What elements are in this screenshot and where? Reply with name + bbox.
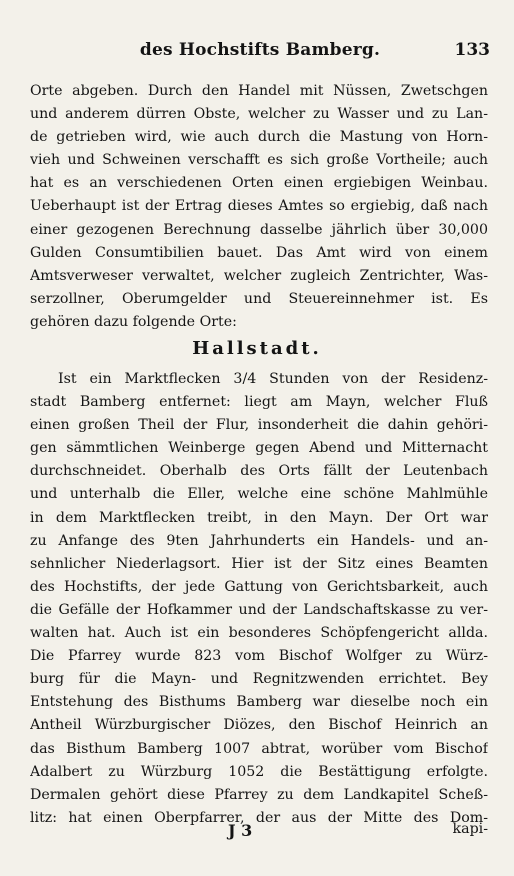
text-line: Adalbert zu Würzburg 1052 die Bestättigung erfolgte.	[30, 763, 488, 780]
catchword: kapi-	[452, 821, 488, 837]
text-line: und anderem dürren Obste, welcher zu Wasser und zu Lan-	[30, 106, 488, 123]
text-line: Amtsverweser verwaltet, welcher zugleich Zentrichter, Was-	[30, 267, 488, 284]
text-line: burg für die Mayn- und Regnitzwenden errichtet. Bey	[30, 671, 488, 688]
running-head: des Hochstifts Bamberg.	[139, 40, 381, 60]
text-line: gen sämmtlichen Weinberge gegen Abend und Mitternacht	[30, 440, 488, 457]
text-line: litz: hat einen Oberpfarrer, der aus der Mitte des Dom-	[30, 809, 488, 826]
text-line: in dem Marktflecken treibt, in den Mayn. Der Ort war	[30, 509, 488, 526]
text-line: walten hat. Auch ist ein besonderes Schöpfengericht allda.	[30, 625, 488, 642]
text-line: das Bisthum Bamberg 1007 abtrat, worüber vom Bischof	[30, 740, 488, 757]
paragraph-hallstadt	[30, 368, 488, 830]
text-line: Die Pfarrey wurde 823 vom Bischof Wolfger zu Würz-	[30, 648, 488, 665]
text-line: zu Anfange des 9ten Jahrhunderts ein Handels- und an-	[30, 532, 488, 549]
text-line: Entstehung des Bisthums Bamberg war dieselbe noch ein	[30, 694, 488, 711]
text-line: vieh und Schweinen verschafft es sich große Vortheile; auch	[30, 152, 488, 169]
text-line: einen großen Theil der Flur, insonderheit die dahin gehöri-	[30, 417, 488, 434]
text-line: hat es an verschiedenen Orten einen ergiebigen Weinbau.	[30, 175, 488, 192]
text-line: Dermalen gehört diese Pfarrey zu dem Landkapitel Scheß-	[30, 786, 488, 803]
signature-mark: J 3	[228, 821, 253, 840]
text-line: einer gezogenen Berechnung dasselbe jährlich über 30,000	[30, 221, 488, 238]
text-line: des Hochstifts, der jede Gattung von Gerichtsbarkeit, auch	[30, 578, 488, 595]
text-line: Orte abgeben. Durch den Handel mit Nüssen, Zwetschgen	[30, 83, 488, 99]
text-line: serzollner, Oberumgelder und Steuereinnehmer ist. Es	[30, 290, 488, 307]
text-line: gehören dazu folgende Orte:	[30, 313, 237, 330]
text-line: die Gefälle der Hofkammer und der Landschaftskasse zu ver-	[30, 601, 488, 618]
text-line: sehnlicher Niederlagsort. Hier ist der Sitz eines Beamten	[30, 555, 488, 572]
text-line: Gulden Consumtibilien bauet. Das Amt wird von einem	[30, 244, 488, 261]
text-line: durchschneidet. Oberhalb des Orts fällt der Leutenbach	[30, 463, 488, 480]
text-line: Ueberhaupt ist der Ertrag dieses Amtes so ergiebig, daß nach	[30, 198, 488, 215]
text-line: Ist ein Marktflecken 3/4 Stunden von der Residenz-	[58, 371, 488, 387]
text-line: und unterhalb die Eller, welche eine schöne Mahlmühle	[30, 486, 488, 503]
paragraph-amt-description	[30, 80, 488, 334]
page-header	[30, 40, 490, 68]
text-line: stadt Bamberg entfernet: liegt am Mayn, welcher Fluß	[30, 394, 488, 411]
text-line: de getrieben wird, wie auch durch die Mastung von Horn-	[30, 129, 488, 146]
text-line: Antheil Würzburgischer Diözes, den Bischof Heinrich an	[30, 717, 488, 734]
section-heading-hallstadt: Hallstadt.	[192, 338, 322, 359]
page-footer	[30, 821, 488, 845]
page-number: 133	[454, 40, 490, 60]
